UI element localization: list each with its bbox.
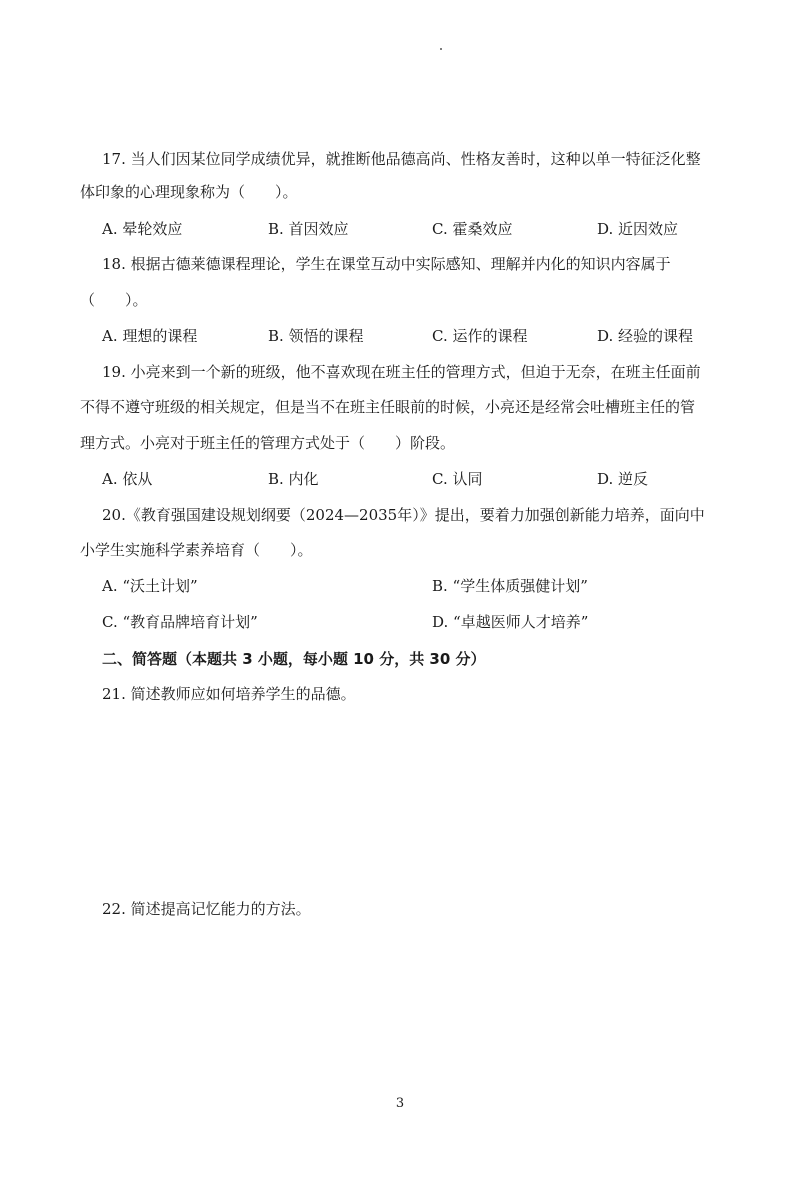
section2-heading: 二、简答题（本题共 3 小题，每小题 10 分，共 30 分） xyxy=(102,650,486,668)
q18-option-b: B. 领悟的课程 xyxy=(268,327,364,345)
q17-stem-line1: 17. 当人们因某位同学成绩优异，就推断他品德高尚、性格友善时，这种以单一特征泛化整 xyxy=(102,150,701,168)
q22-stem: 22. 简述提高记忆能力的方法。 xyxy=(102,900,311,918)
q17-option-b: B. 首因效应 xyxy=(268,220,349,238)
q19-stem-line1: 19. 小亮来到一个新的班级，他不喜欢现在班主任的管理方式，但迫于无奈，在班主任面前 xyxy=(102,363,701,381)
q20-stem-line2: 小学生实施科学素养培育（ ）。 xyxy=(80,541,313,559)
q20-option-d: D. “卓越医师人才培养” xyxy=(432,613,589,631)
q20-stem-line1: 20.《教育强国建设规划纲要（2024—2035年）》提出，要着力加强创新能力培养，面向中 xyxy=(102,506,705,524)
q18-stem-line1: 18. 根据古德莱德课程理论，学生在课堂互动中实际感知、理解并内化的知识内容属于 xyxy=(102,255,671,273)
q20-option-a: A. “沃土计划” xyxy=(102,577,198,595)
q19-stem-line2: 不得不遵守班级的相关规定，但是当不在班主任眼前的时候，小亮还是经常会吐槽班主任的管 xyxy=(80,398,696,416)
q19-option-d: D. 逆反 xyxy=(597,470,649,488)
q19-stem-line3: 理方式。小亮对于班主任的管理方式处于（ ）阶段。 xyxy=(80,434,456,452)
q17-option-c: C. 霍桑效应 xyxy=(432,220,513,238)
q17-option-a: A. 晕轮效应 xyxy=(102,220,183,238)
q21-stem: 21. 简述教师应如何培养学生的品德。 xyxy=(102,685,356,703)
q19-option-a: A. 依从 xyxy=(102,470,153,488)
q19-option-c: C. 认同 xyxy=(432,470,483,488)
q20-option-c: C. “教育品牌培育计划” xyxy=(102,613,258,631)
scan-speck xyxy=(440,48,442,50)
q19-option-b: B. 内化 xyxy=(268,470,319,488)
q18-stem-line2: （ ）。 xyxy=(80,291,148,309)
q18-option-c: C. 运作的课程 xyxy=(432,327,528,345)
q20-option-b: B. “学生体质强健计划” xyxy=(432,577,588,595)
q18-option-d: D. 经验的课程 xyxy=(597,327,694,345)
page-number: 3 xyxy=(395,1096,405,1111)
q17-option-d: D. 近因效应 xyxy=(597,220,679,238)
q17-stem-line2: 体印象的心理现象称为（ ）。 xyxy=(80,183,298,201)
q18-option-a: A. 理想的课程 xyxy=(102,327,198,345)
